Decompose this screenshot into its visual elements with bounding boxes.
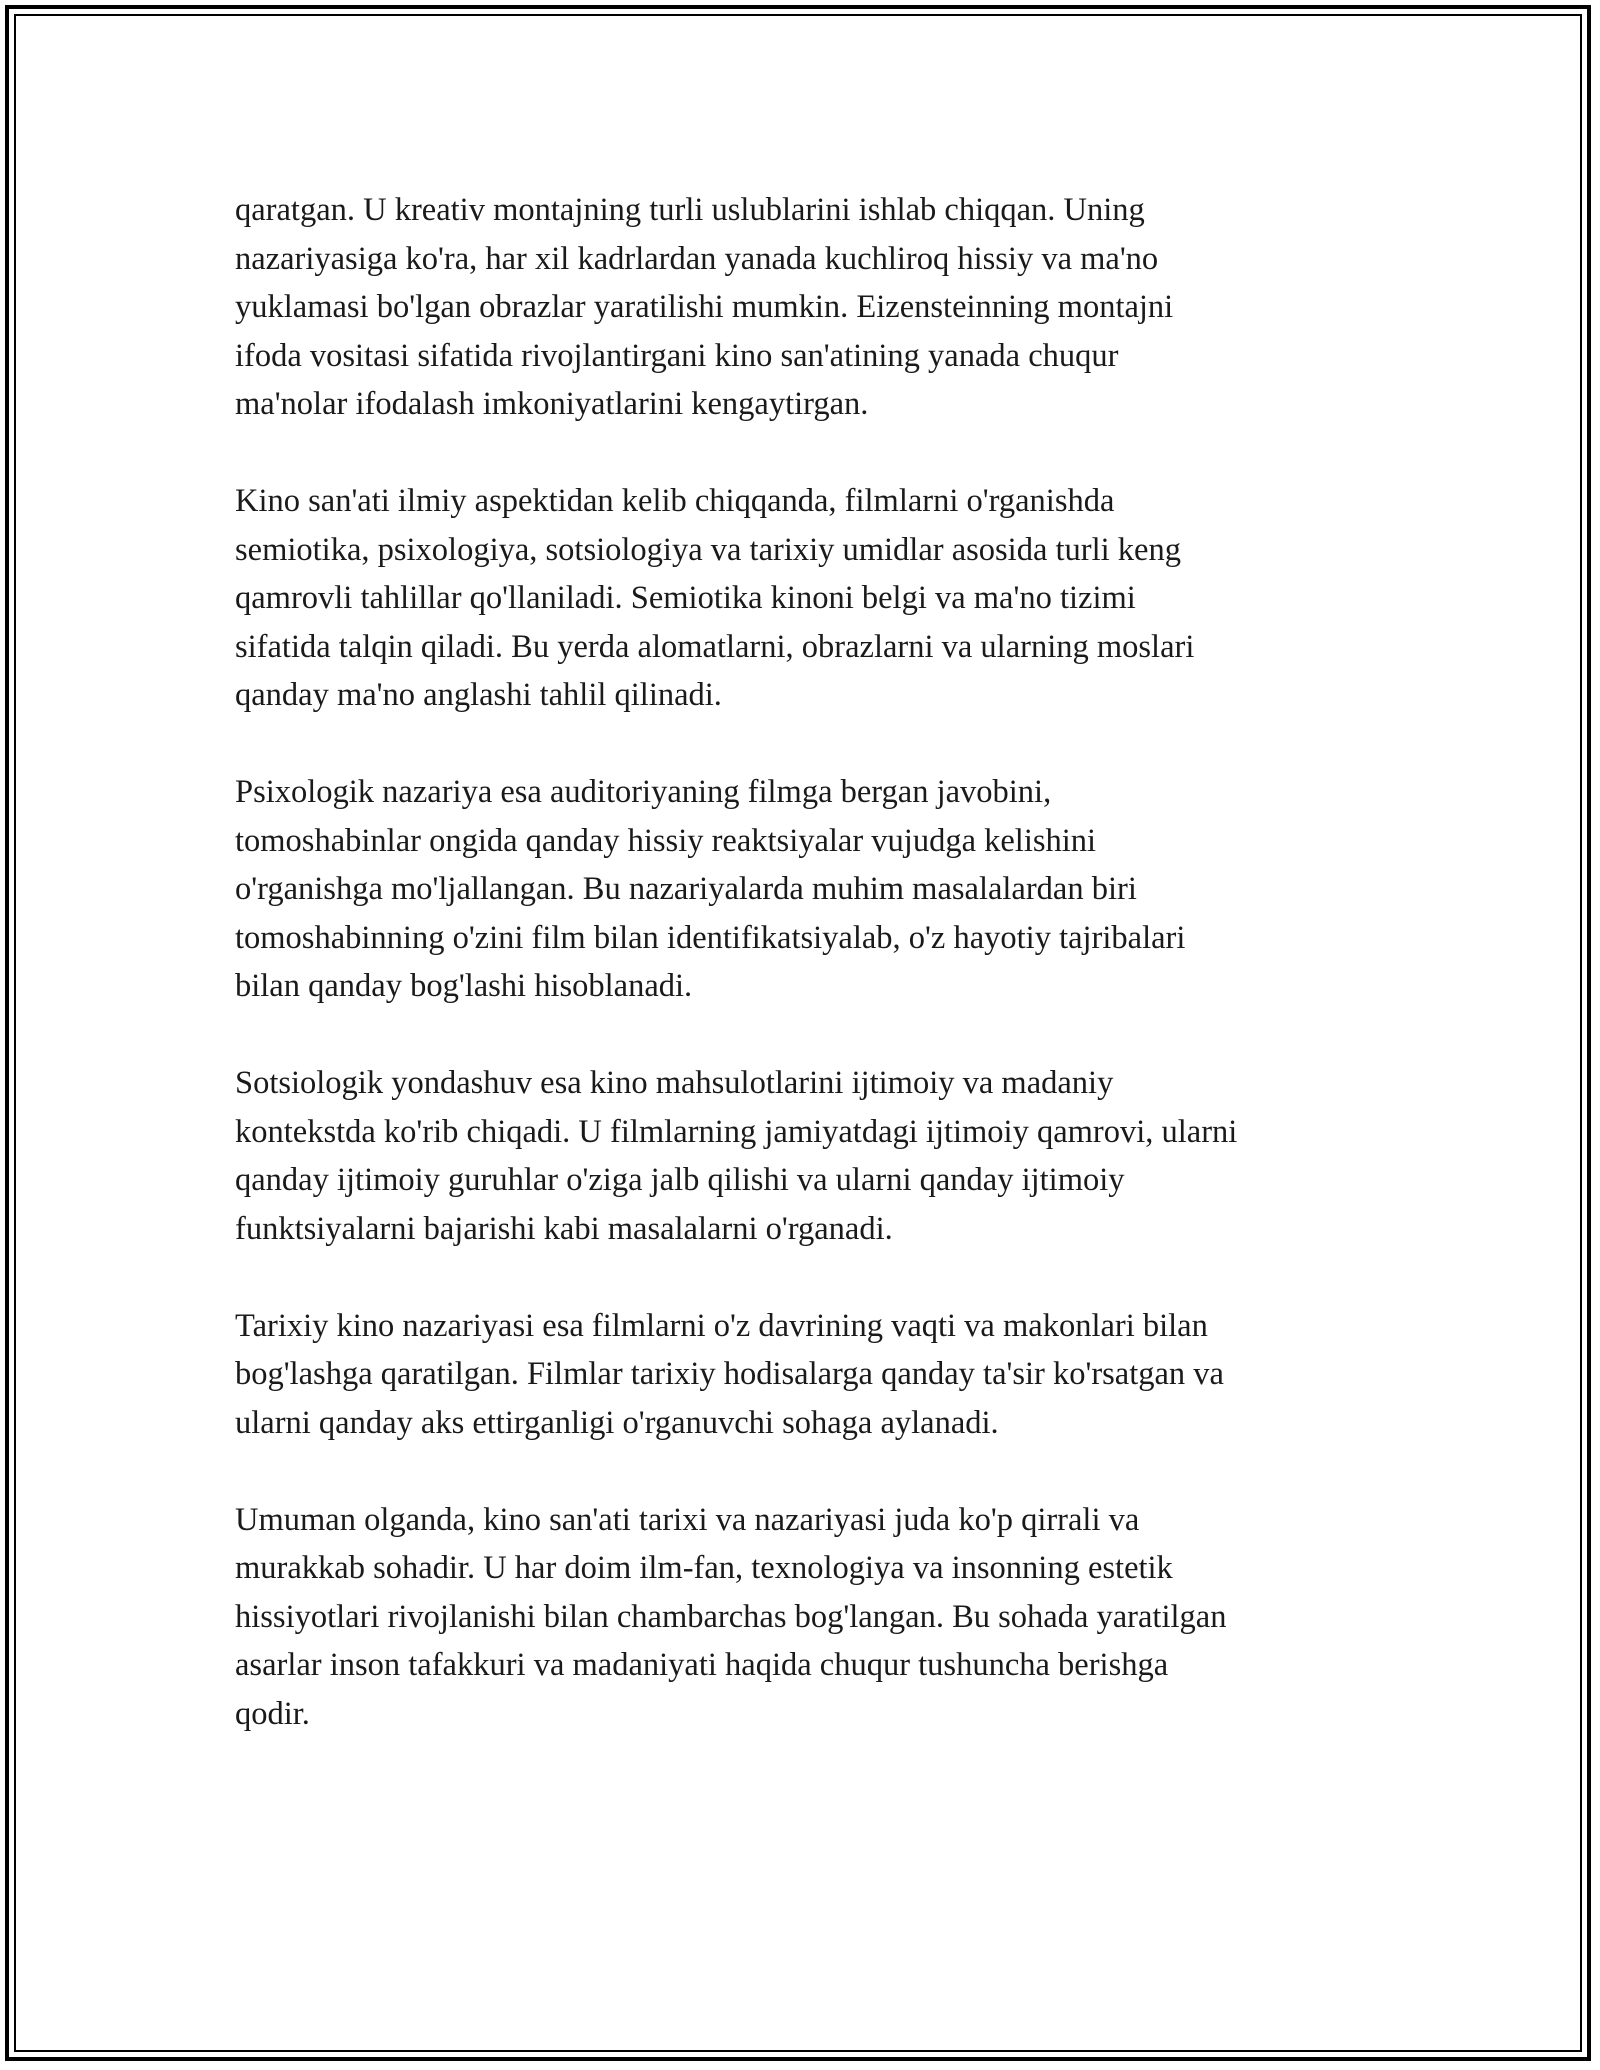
text-line: Tarixiy kino nazariyasi esa filmlarni o'z davrining vaqti va makonlari bilan <box>235 1307 1208 1344</box>
text-line: yuklamasi bo'lgan obrazlar yaratilishi mumkin. Eizensteinning montajni <box>235 289 1174 325</box>
text-line: Psixologik nazariya esa auditoriyaning filmga bergan javobini, <box>235 774 1052 810</box>
text-line: ifoda vositasi sifatida rivojlantirgani kino san'atining yanada chuqur <box>235 337 1119 374</box>
text-line: tomoshabinning o'zini film bilan identifikatsiyalab, o'z hayotiy tajribalari <box>235 919 1186 956</box>
text-line: Sotsiologik yondashuv esa kino mahsulotlarini ijtimoiy va madaniy <box>235 1065 1114 1101</box>
paragraph-4 <box>235 1059 1375 1253</box>
text-line: qaratgan. U kreativ montajning turli uslublarini ishlab chiqqan. Uning <box>235 192 1145 228</box>
text-line: murakkab sohadir. U har doim ilm-fan, texnologiya va insonning estetik <box>235 1550 1173 1586</box>
text-line: qanday ijtimoiy guruhlar o'ziga jalb qilishi va ularni qanday ijtimoiy <box>235 1162 1125 1198</box>
text-line: ularni qanday aks ettirganligi o'rganuvchi sohaga aylanadi. <box>235 1404 999 1441</box>
text-line: Kino san'ati ilmiy aspektidan kelib chiqqanda, filmlarni o'rganishda <box>235 483 1115 519</box>
text-line: tomoshabinlar ongida qanday hissiy reaktsiyalar vujudga kelishini <box>235 822 1097 859</box>
paragraph-6 <box>235 1496 1375 1739</box>
text-line: bilan qanday bog'lashi hisoblanadi. <box>235 968 693 1004</box>
text-line: sifatida talqin qiladi. Bu yerda alomatlarni, obrazlarni va ularning moslari <box>235 628 1195 665</box>
text-line: o'rganishga mo'ljallangan. Bu nazariyalarda muhim masalalardan biri <box>235 871 1137 907</box>
text-line: asarlar inson tafakkuri va madaniyati haqida chuqur tushuncha berishga <box>235 1647 1169 1683</box>
text-line: hissiyotlari rivojlanishi bilan chambarchas bog'langan. Bu sohada yaratilgan <box>235 1598 1227 1635</box>
paragraph-1 <box>235 186 1375 429</box>
text-line: Umuman olganda, kino san'ati tarixi va nazariyasi juda ko'p qirrali va <box>235 1501 1140 1538</box>
text-line: nazariyasiga ko'ra, har xil kadrlardan yanada kuchliroq hissiy va ma'no <box>235 240 1159 277</box>
text-line: semiotika, psixologiya, sotsiologiya va tarixiy umidlar asosida turli keng <box>235 531 1181 568</box>
paragraph-2 <box>235 477 1375 720</box>
paragraph-5 <box>235 1302 1375 1448</box>
text-line: funktsiyalarni bajarishi kabi masalalarni o'rganadi. <box>235 1210 893 1247</box>
text-line: qanday ma'no anglashi tahlil qilinadi. <box>235 677 722 713</box>
text-line: qamrovli tahlillar qo'llaniladi. Semiotika kinoni belgi va ma'no tizimi <box>235 580 1136 616</box>
text-line: kontekstda ko'rib chiqadi. U filmlarning jamiyatdagi ijtimoiy qamrovi, ularni <box>235 1113 1238 1150</box>
text-line: bog'lashga qaratilgan. Filmlar tarixiy hodisalarga qanday ta'sir ko'rsatgan va <box>235 1356 1224 1392</box>
text-line: qodir. <box>235 1695 310 1732</box>
text-line: ma'nolar ifodalash imkoniyatlarini kengaytirgan. <box>235 386 869 422</box>
paragraph-3 <box>235 768 1375 1011</box>
document-body <box>235 186 1375 1787</box>
